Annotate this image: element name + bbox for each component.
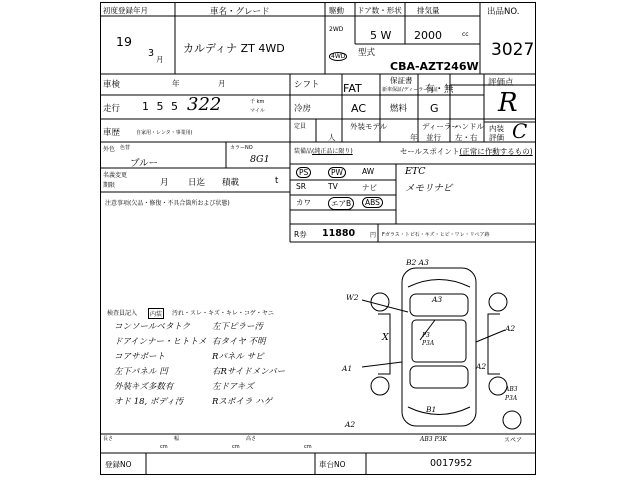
side-panel-right [488,314,500,374]
width-unit: cm [232,444,240,450]
wheel-front-right [489,293,507,311]
doors-value: 5 W [370,29,392,42]
car-rear-window [410,366,468,388]
notes-label: 注意事項(欠品・修復・不具合箇所および状態) [105,200,230,207]
sales-point-label: セールスポイント [400,147,460,156]
inspector-options: 汚れ・スレ・キズ・キレ・コゲ・ヤニ [172,310,274,317]
wheel-spare [503,411,521,429]
mark-front-right-door: A2 [505,324,516,333]
mark-bottom-left: A2 [345,420,356,429]
equipment-item: TV [328,182,338,191]
equipment-item: AW [362,167,375,176]
model-type-label: 型式 [358,48,376,58]
color-code-small: 色替 [120,145,131,151]
name-change-label: 名義変更 [103,172,128,179]
drive-4wd-circled: 4WD [331,53,346,60]
inspector-options-label: 内装 [148,308,164,319]
inspector-note: 外装キズ多数有 [114,382,174,392]
fmc-label: 外装モデル [350,122,388,131]
spare-label: スペア [504,437,523,444]
equipment-item: SR [296,182,306,191]
equipment-item: PW [328,167,346,178]
inspector-note: Rスポイラ ハゲ [212,397,273,407]
equipment-item: エアB [328,197,354,210]
car-body-outline [402,268,476,426]
chassis-label: 車台NO [319,460,346,469]
capacity-unit: 人 [328,133,336,142]
interior-label: 内装 [489,124,504,133]
equipment-item: カワ [296,198,311,207]
ac-label: 冷房 [294,104,312,114]
capacity-label: 定員 [294,123,307,130]
car-hood [408,280,470,288]
equipment-title: 装備品 [294,148,313,155]
inspector-note: コアサポート [114,352,166,362]
car-roof [412,320,466,362]
mileage-unit: 千 km [250,99,265,105]
wheel-front-left [371,293,389,311]
load-label: 積載 [222,178,240,188]
mark-bottom: AB3 P3K [420,436,447,443]
name-change-label2: 期限 [103,182,116,189]
color-no-label: カラーNO [230,145,253,151]
shift-label: シフト [294,80,320,90]
first-reg-month: 3 [148,48,155,59]
model-grade: カルディナ ZT 4WD [183,42,285,55]
mark-roof: P3A [422,340,435,347]
car-trunk [408,407,470,415]
score-value: R [498,88,518,118]
model-grade-label: 車名・グレード [210,7,270,17]
chassis-no: 0017952 [430,458,473,469]
width-label: 幅 [174,436,180,442]
color-value: ブルー [130,158,159,169]
inspector-note: コンソールベタトク [114,322,191,332]
inspector-note: 左下ピラー汚 [212,322,264,332]
first-reg-label: 初度登録年月 [103,6,148,15]
handle-value: 左・右 [455,133,478,142]
sales-point-2: メモリナビ [405,183,453,194]
first-reg-year: 19 [116,34,132,49]
displacement-value: 2000 [414,29,442,42]
leader-w2 [362,300,408,312]
recycle-label: R券 [294,230,307,239]
inspector-note: 右タイヤ 不明 [212,337,266,347]
mark-side-right: A2 [476,362,487,371]
inspector-note: Rパネル サビ [212,352,264,362]
load-unit: t [275,176,279,186]
drive-label: 駆動 [329,6,344,15]
inspector-note: ドアインナー・ヒトトメ [114,337,207,347]
length-unit: cm [160,444,168,450]
shift-value: FAT [343,82,362,95]
equipment-item: ナビ [362,183,377,192]
fuel-value: G [430,102,439,115]
exterior-label: 外色 [103,146,116,153]
fmc-unit: 年 [410,133,418,142]
score-label: 評価点 [488,78,514,88]
equipment-item: PS [296,167,311,178]
mark-rear-right: AB3 [505,386,518,393]
car-diagram [100,2,536,475]
history-options: 自家用・レンタ・事業用( [136,130,193,136]
mark-rear-right2: P3A [505,395,518,402]
mark-side-left: A1 [342,364,353,373]
mark-x: X [382,332,389,343]
dealer-label: ディーラー [422,122,459,131]
mileage-handwritten: 322 [187,94,222,115]
exhibit-no-label: 出品NO. [487,7,520,17]
mark-hood: A3 [432,295,443,304]
mark-trunk: B1 [426,405,437,414]
mark-top: B2 A3 [406,258,429,267]
handle-label: ハンドル [454,122,484,131]
inspector-note: 左ドアキズ [212,382,254,392]
wheel-rear-left [371,377,389,395]
shaken-year: 年 [172,79,180,88]
interior-score: C [512,119,528,143]
equipment-note: (純正品に限り) [312,148,353,155]
mileage-unit2: マイル [250,108,265,114]
recycle-options: Fガラス・トビ石・キズ・ヒビ・ワレ・リペア跡 [382,232,490,238]
exhibit-no: 3027 [491,40,535,60]
dealer-label2: 並行 [426,133,441,142]
mark-p3: P3 [422,332,430,339]
recycle-amount: 11880 [322,228,356,239]
height-label: 高さ [246,436,257,442]
height-unit: cm [304,444,312,450]
inspector-note: 左下パネル 凹 [114,367,168,377]
length-label: 長さ [103,436,114,442]
auction-sheet [100,2,536,475]
leader-a2 [476,330,505,342]
history-label: 車歴 [103,128,121,138]
shaken-label: 車検 [103,80,121,90]
warranty-label: 保証書 [390,76,413,85]
sales-point-1: ETC [405,166,426,177]
warranty-value: 有・無 [425,84,454,95]
door-shape-label: ドア数・形状 [357,6,402,15]
recycle-unit: 円 [370,232,377,239]
warranty-sub: 新車保証/ディーラー保証 [382,87,439,93]
sales-point-note: (正常に作動するもの) [459,147,533,156]
leader-a1 [362,362,402,367]
mileage-printed: 1 5 5 [142,100,180,113]
reg-no-label: 登録NO [105,460,132,469]
inspector-note: オド 18, ボディ汚 [114,397,184,407]
mileage-label: 走行 [103,104,121,114]
fuel-label: 燃料 [390,104,408,114]
ac-value: AC [351,102,367,115]
color-no: 8G1 [250,154,270,165]
month-unit: 月 [156,55,164,64]
inspector-note: 右Rサイドメンバー [212,367,286,377]
drive-2wd: 2WD [329,26,344,33]
shaken-month: 月 [218,79,226,88]
name-change-month: 月 [160,178,169,188]
model-code: CBA-AZT246W [390,60,479,73]
equipment-item: ABS [362,197,383,208]
displacement-label: 排気量 [417,6,440,15]
mark-front-left: W2 [346,293,359,302]
name-change-day: 日迄 [188,178,206,188]
cc-unit: cc [462,31,469,38]
interior-label2: 評価 [489,133,504,142]
inspector-label: 検査員記入 [107,310,138,317]
